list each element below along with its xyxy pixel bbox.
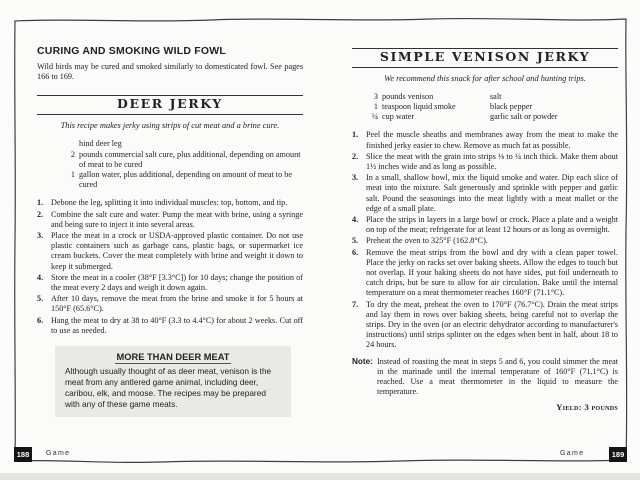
recipe-step: After 10 days, remove the meat from the brine and smoke it for 5 hours at 150°F (65.6°C). xyxy=(51,294,303,314)
ingredient-text: teaspoon liquid smoke xyxy=(382,102,456,111)
ingredient-item xyxy=(62,139,303,149)
page-number-right: 189 xyxy=(609,447,627,462)
deer-jerky-title-block xyxy=(37,95,303,115)
ingredient-qty: 2 xyxy=(70,149,75,159)
ingredient-text: hind deer leg xyxy=(79,139,122,149)
ingredient-item xyxy=(62,150,303,170)
ingredient-item xyxy=(365,102,490,112)
footer-section-left: Game xyxy=(46,450,71,457)
note-label: Note: xyxy=(352,356,373,366)
yield-label: Yield: xyxy=(556,402,582,413)
footer-section-right: Game xyxy=(560,450,585,457)
sidebar-body: Although usually thought of as deer meat, venison is the meat from any antlered game animal, including deer, caribou, elk, and moose. The recipes may be prepared with any of these game meats. xyxy=(65,366,272,409)
venison-jerky-title-block xyxy=(352,48,618,68)
note-text: Instead of roasting the meat in steps 5 and 6, you could simmer the meat in the marinade until the internal temperature of 160°F (71.1°C) is reached. Use a meat thermometer in the liquid to measure the temperature. xyxy=(377,356,618,397)
ingredient-item xyxy=(365,112,490,122)
recipe-subtitle: We recommend this snack for after school and hunting trips. xyxy=(384,74,586,84)
recipe-steps xyxy=(37,198,303,336)
ingredient-text: pounds commercial salt cure, plus additional, depending on amount of meat to be cured xyxy=(79,149,301,169)
yield-line xyxy=(352,402,618,412)
ingredient-qty: ¼ xyxy=(371,112,378,122)
recipe-step: Preheat the oven to 325°F (162.8°C). xyxy=(366,236,488,246)
recipe-note xyxy=(352,357,618,398)
ingredient-text: gallon water, plus additional, depending on amount of meat to be cured xyxy=(79,170,292,190)
recipe-step: Place the meat in a crock or USDA-approved plastic container. Do not use plastic containers such as garbage cans, plastic bags, or supermarket ice cream buckets. Cover the meat completely with brine and weight it down to keep it submerged. xyxy=(51,231,303,271)
recipe-step: Peel the muscle sheaths and membranes away from the meat to make the finished jerky easier to chew. Remove as much fat as possible. xyxy=(366,130,618,150)
scan-edge-shadow xyxy=(0,473,640,480)
page-number-left: 188 xyxy=(14,447,32,462)
recipe-step: Store the meat in a cooler (38°F [3.3°C]) for 10 days; change the position of the meat every 2 days and weigh it down again. xyxy=(51,272,303,293)
section-heading: CURING AND SMOKING WILD FOWL xyxy=(37,45,226,57)
section-body: Wild birds may be cured and smoked similarly to domesticated fowl. See pages 166 to 169. xyxy=(37,62,303,82)
ingredient-item xyxy=(365,92,490,102)
recipe-step: Hang the meat to dry at 38 to 40°F (3.3 to 4.4°C) for about 2 weeks. Cut off to use as needed. xyxy=(51,315,303,335)
yield-value: 3 pounds xyxy=(584,402,618,413)
ingredient-text: cup water xyxy=(382,112,415,122)
right-page xyxy=(352,46,618,413)
recipe-step: Combine the salt cure and water. Pump the meat with brine, using a syringe and being sure to inject it into several areas. xyxy=(51,209,303,229)
ingredient-qty: 3 xyxy=(373,91,378,101)
recipe-step: Remove the meat strips from the bowl and dry with a clean paper towel. Place the jerky on racks set over baking sheets. Allow the edges to touch but not overlap. If your baking sheets do not have sides, put foil underneath to catch drips, but be sure to allow for air circulation. Bake until the internal temperature on a meat thermometer reaches 160°F (71.1°C). xyxy=(366,247,618,298)
ingredient-item: garlic salt or powder xyxy=(490,112,558,122)
ingredient-qty: 1 xyxy=(373,102,378,111)
recipe-title: SIMPLE VENISON JERKY xyxy=(379,49,591,64)
ingredient-columns xyxy=(365,92,618,123)
recipe-steps xyxy=(352,130,618,350)
ingredient-item: black pepper xyxy=(490,102,533,111)
ingredient-list xyxy=(62,139,303,190)
recipe-step: Slice the meat with the grain into strips ⅛ to ¼ inch thick. Make them about 1½ inches wide and as long as possible. xyxy=(366,151,618,172)
ingredient-item xyxy=(62,170,303,190)
sidebar-title: MORE THAN DEER MEAT xyxy=(116,352,230,363)
ingredient-text: pounds venison xyxy=(382,91,434,101)
recipe-subtitle: This recipe makes jerky using strips of cut meat and a brine cure. xyxy=(60,120,280,130)
ingredient-list-right xyxy=(490,92,618,123)
recipe-step: Place the strips in layers in a large bowl or crock. Place a plate and a weight on top of the meat; refrigerate for at least 12 hours or as long as overnight. xyxy=(366,215,618,235)
recipe-step: In a small, shallow bowl, mix the liquid smoke and water. Dip each slice of meat into the mixture. Salt generously and sprinkle with pepper and garlic salt. Pound the seasonings into the meat lightly with a meat mallet or the edge of a small plate. xyxy=(366,173,618,213)
recipe-step: Debone the leg, splitting it into individual muscles: top, bottom, and tip. xyxy=(51,198,288,208)
ingredient-list-left xyxy=(365,92,490,123)
ingredient-qty: 1 xyxy=(70,170,75,180)
recipe-step: To dry the meat, preheat the oven to 170°F (76.7°C). Drain the meat strips and lay them in rows over baking sheets, being careful not to overlap the strips. Dry in the oven (or an electric dehydrator according to manufacturer's instructions) until strips splinter on the edges when bent in half, about 18 to 24 hours. xyxy=(366,299,618,350)
recipe-title: DEER JERKY xyxy=(117,95,223,111)
sidebar-box xyxy=(55,346,291,417)
left-page xyxy=(37,46,303,417)
ingredient-item: salt xyxy=(490,91,502,101)
